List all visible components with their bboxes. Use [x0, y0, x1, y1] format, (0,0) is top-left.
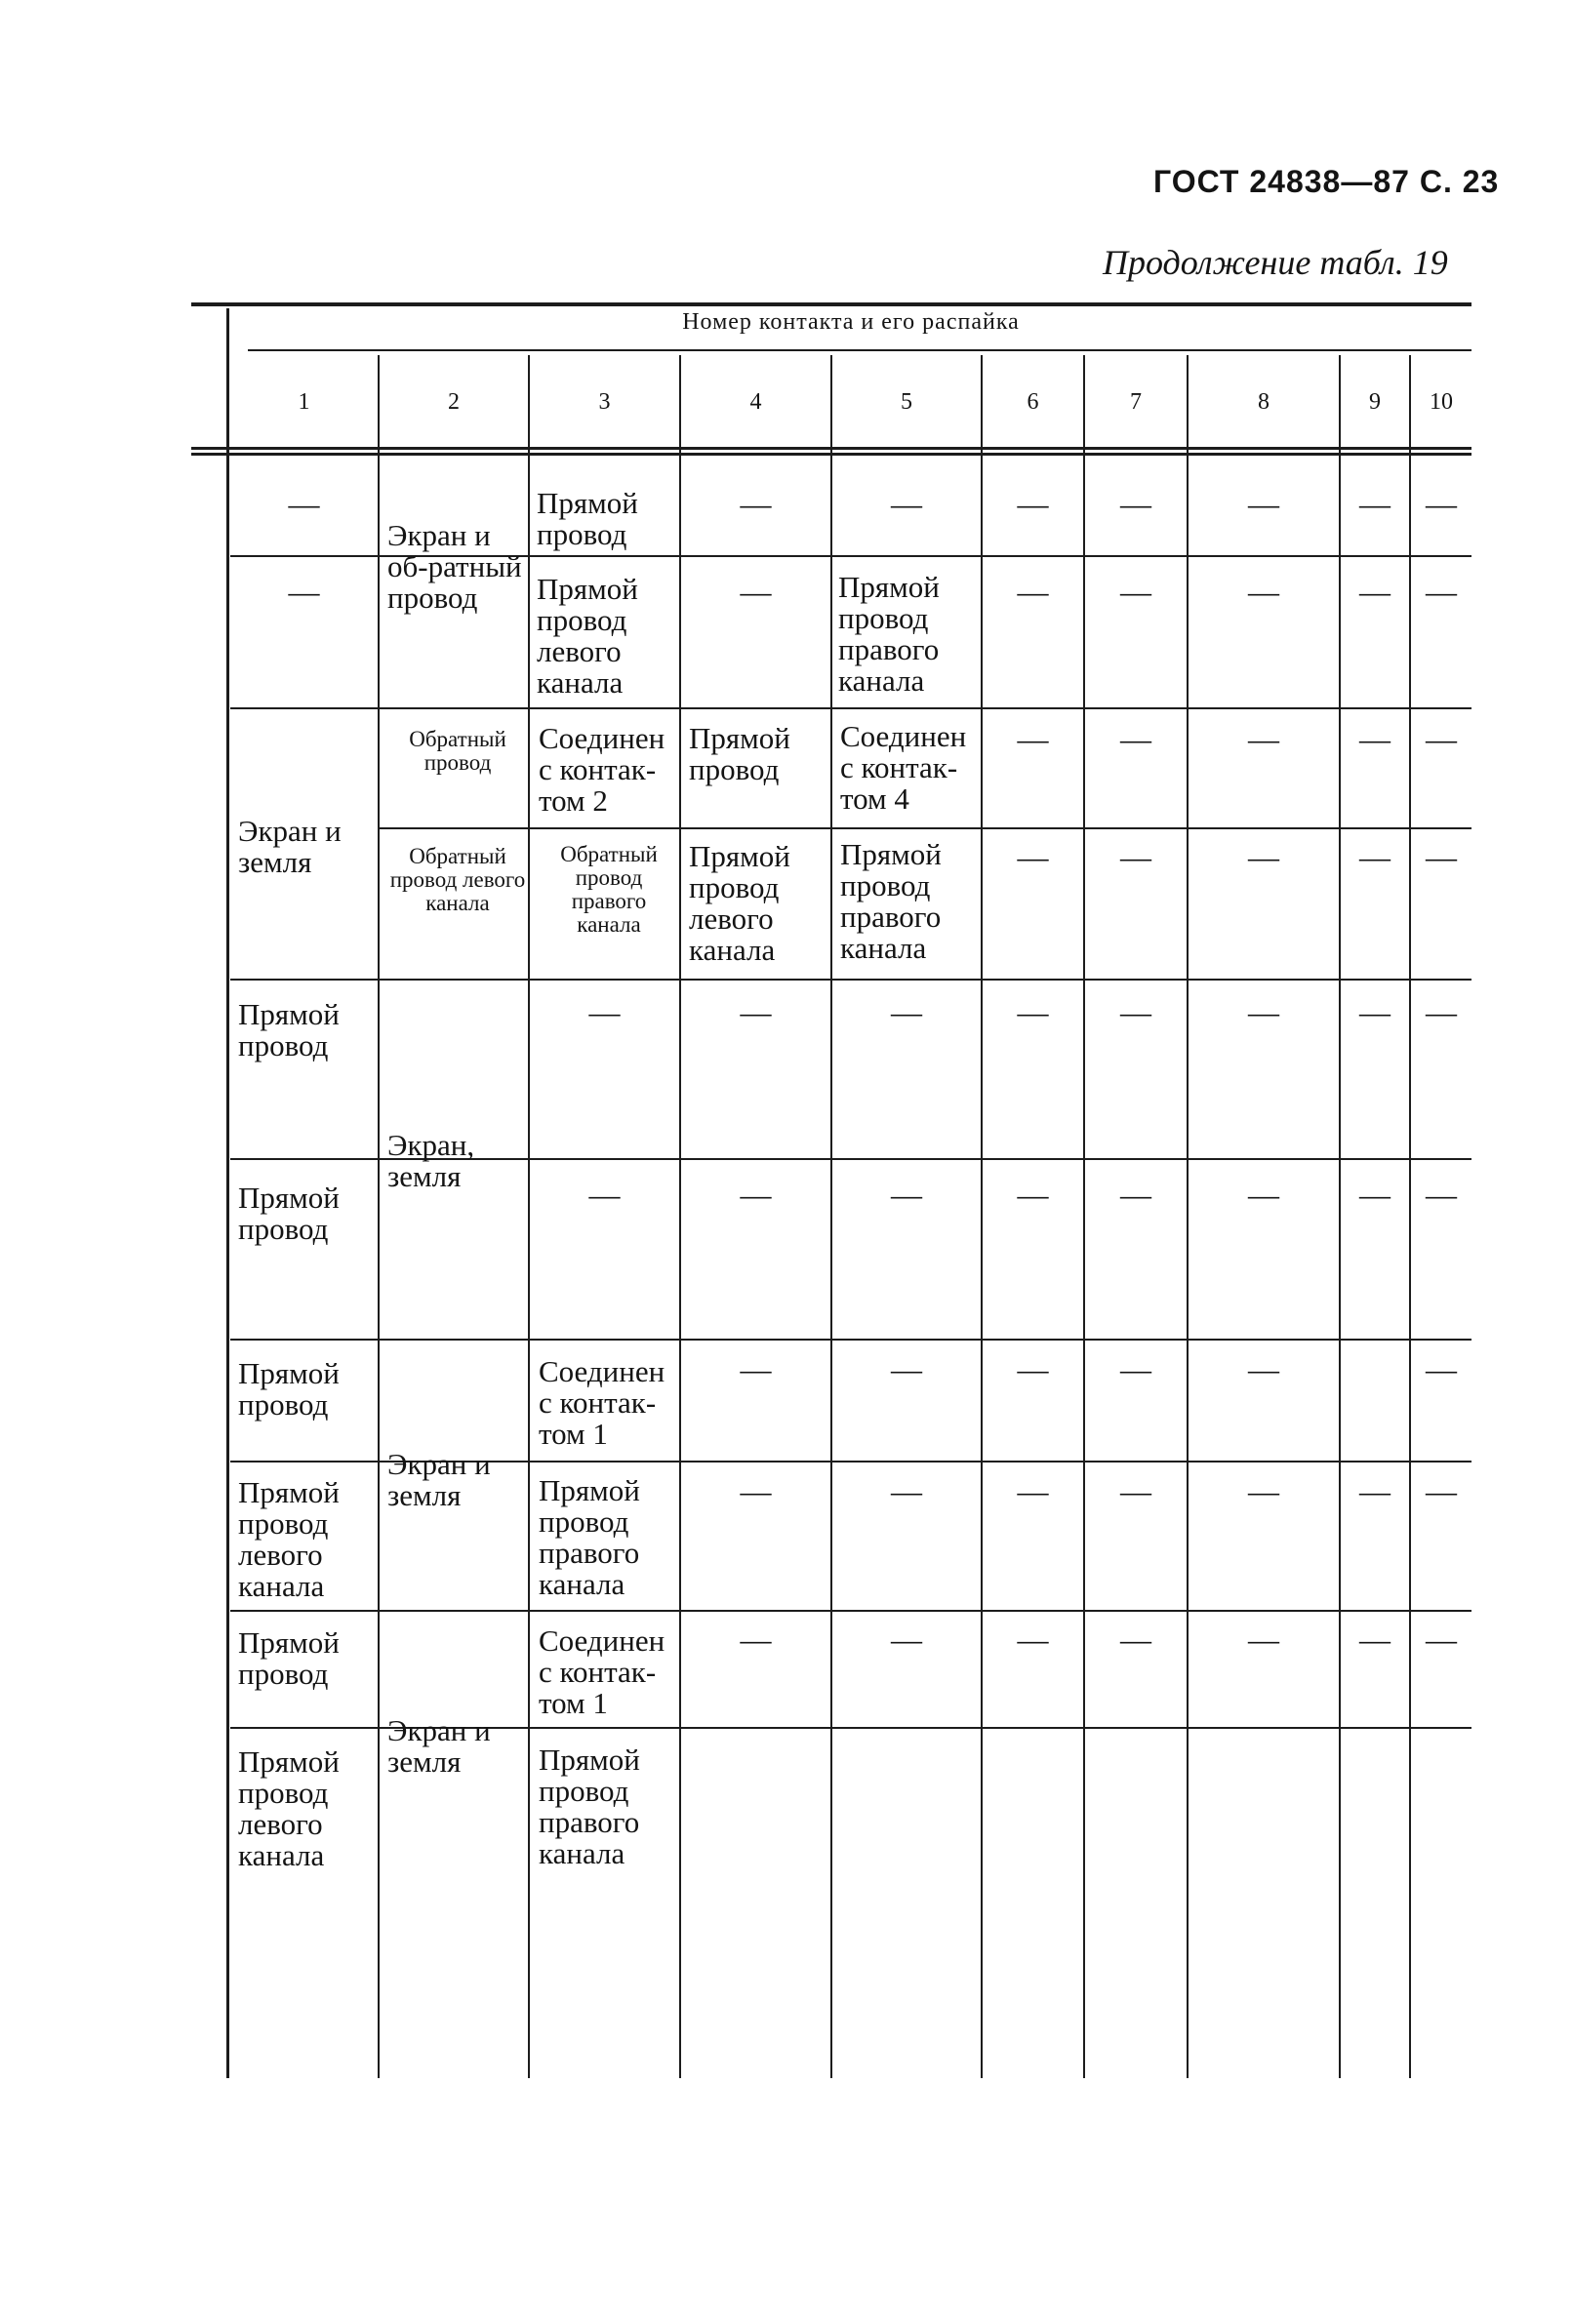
table-cell: — — [740, 486, 772, 521]
table-cell: Прямой провод левого канала — [537, 572, 638, 700]
table-cell: Прямой провод левого канала — [238, 1475, 340, 1603]
table-cell: Экран и земля — [387, 1713, 491, 1779]
table-cell: — — [1017, 574, 1049, 609]
table-cell: Прямой провод — [537, 486, 638, 551]
table-cell: — — [1359, 486, 1391, 521]
column-header: 7 — [1130, 389, 1142, 415]
table-cell: — — [1248, 1351, 1279, 1386]
table-cell: Прямой провод правого канала — [539, 1743, 640, 1870]
table-cell: — — [1426, 486, 1457, 521]
table-cell: Прямой провод — [238, 1356, 340, 1422]
table-cell: — — [740, 994, 772, 1029]
table-cell: Прямой провод — [238, 997, 340, 1062]
column-header: 1 — [298, 389, 310, 415]
table-cell: — — [588, 994, 621, 1029]
table-cell: — — [1248, 721, 1279, 756]
table-cell: — — [891, 486, 922, 521]
table-cell: — — [891, 1473, 922, 1508]
table-cell: — — [740, 1351, 772, 1386]
table-cell: — — [1426, 721, 1457, 756]
column-header: 2 — [448, 389, 460, 415]
table-cell: — — [891, 1622, 922, 1657]
table-cell: — — [1426, 574, 1457, 609]
table-cell: — — [1120, 1622, 1151, 1657]
table-cell: — — [1248, 994, 1279, 1029]
table-cell: — — [288, 574, 320, 609]
table-cell: — — [1426, 1177, 1457, 1212]
table-cell: Прямой провод — [238, 1181, 340, 1246]
table-cell: — — [891, 994, 922, 1029]
table-cell: — — [1359, 1622, 1391, 1657]
table-cell: — — [288, 486, 320, 521]
table-cell: — — [1017, 486, 1049, 521]
table-cell: — — [740, 1177, 772, 1212]
table-cell: — — [1248, 1473, 1279, 1508]
table-cell: — — [1120, 1177, 1151, 1212]
table-cell: Обратный провод левого канала — [389, 844, 526, 915]
table-cell: Соединен с контак-том 1 — [539, 1354, 665, 1451]
table-cell: Прямой провод левого канала — [238, 1744, 340, 1872]
table-cell: — — [1426, 1622, 1457, 1657]
table-cell: — — [1120, 574, 1151, 609]
table-cell: — — [1426, 1351, 1457, 1386]
column-header: 9 — [1369, 389, 1381, 415]
column-header: 4 — [749, 389, 762, 415]
table-cell: — — [1248, 1622, 1279, 1657]
table-cell: — — [1120, 1473, 1151, 1508]
table-cell: — — [1120, 1351, 1151, 1386]
table-cell: — — [1120, 486, 1151, 521]
table-cell: Прямой провод правого канала — [539, 1473, 640, 1601]
table-cell: Соединен с контак-том 4 — [840, 719, 967, 816]
table-cell: — — [588, 1177, 621, 1212]
table-cell: — — [1359, 994, 1391, 1029]
table-cell: Экран и об-ратный провод — [387, 518, 522, 615]
table-cell: — — [1359, 721, 1391, 756]
table-cell: Соединен с контак-том 1 — [539, 1623, 665, 1720]
table-cell: — — [1426, 1473, 1457, 1508]
table-cell: — — [740, 1473, 772, 1508]
table-cell: — — [1248, 574, 1279, 609]
table-cell: — — [1248, 486, 1279, 521]
table-cell: Экран, земля — [387, 1128, 475, 1193]
table-cell: — — [891, 1177, 922, 1212]
table-cell: Обратный провод правого канала — [560, 842, 658, 937]
table-cell: — — [1120, 839, 1151, 874]
column-header: 8 — [1258, 389, 1270, 415]
table-cell: Экран и земля — [238, 814, 342, 879]
table-cell: Прямой провод — [238, 1625, 340, 1691]
column-header: 5 — [901, 389, 912, 415]
table-cell: Обратный провод — [409, 727, 506, 775]
table-cell: — — [1426, 839, 1457, 874]
table-cell: — — [1017, 721, 1049, 756]
table-cell: — — [1120, 994, 1151, 1029]
table-cell: — — [1248, 1177, 1279, 1212]
table-cell: — — [1120, 721, 1151, 756]
table-cell: — — [1359, 839, 1391, 874]
table-cell: Прямой провод правого канала — [838, 570, 940, 698]
table-cell: — — [1248, 839, 1279, 874]
table-cell: — — [740, 1622, 772, 1657]
table-cell: — — [1017, 1177, 1049, 1212]
table-cell: Прямой провод левого канала — [689, 839, 790, 967]
column-header: 6 — [1027, 389, 1039, 415]
table-title: Номер контакта и его распайка — [682, 309, 1020, 335]
page-header: ГОСТ 24838—87 С. 23 — [1153, 164, 1500, 199]
table-cell: — — [891, 1351, 922, 1386]
table-cell: — — [1017, 839, 1049, 874]
table-cell: Экран и земля — [387, 1447, 491, 1512]
table-cell: — — [740, 574, 772, 609]
table-cell: — — [1359, 1473, 1391, 1508]
column-header: 10 — [1430, 389, 1453, 415]
table-cell: — — [1017, 1622, 1049, 1657]
table-cell: — — [1359, 574, 1391, 609]
table-cell: Прямой провод — [689, 721, 790, 786]
column-header: 3 — [598, 389, 611, 415]
table-cell: — — [1359, 1177, 1391, 1212]
table-cell: — — [1426, 994, 1457, 1029]
table-cell: — — [1017, 994, 1049, 1029]
table-continuation-label: Продолжение табл. 19 — [1103, 243, 1448, 282]
table-cell: Соединен с контак-том 2 — [539, 721, 665, 818]
table-cell: Прямой провод правого канала — [840, 837, 942, 965]
table-cell: — — [1017, 1351, 1049, 1386]
table-cell: — — [1017, 1473, 1049, 1508]
